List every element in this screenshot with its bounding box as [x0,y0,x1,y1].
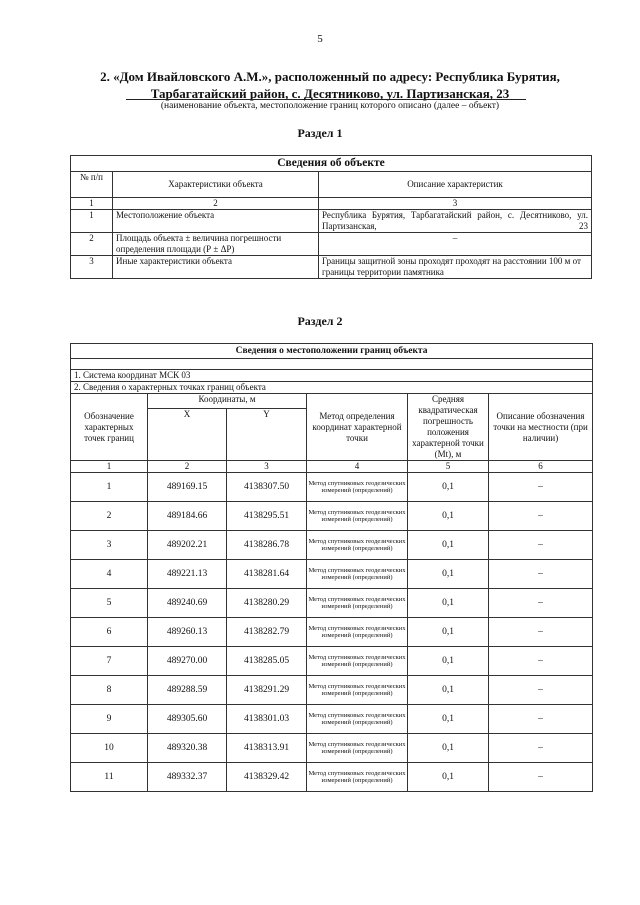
coord-y: 4138301.03 [227,705,307,734]
point-description: – [489,502,593,531]
accuracy: 0,1 [408,473,489,502]
table-row [71,676,593,705]
table-row [71,618,593,647]
accuracy: 0,1 [408,560,489,589]
coord-x: 489305.60 [148,705,227,734]
point-number: 10 [71,734,148,763]
row-description: Границы защитной зоны проходят проходят на расстоянии 100 м от границы территории памятника [319,256,592,279]
spacer-row [71,359,593,370]
accuracy: 0,1 [408,502,489,531]
section-2-heading: Раздел 2 [297,314,343,328]
point-description: – [489,647,593,676]
table-row [71,560,593,589]
point-number: 11 [71,763,148,792]
table-row [71,734,593,763]
col-header-y: Y [227,409,307,461]
points-title: 2. Сведения о характерных точках границ объекта [71,382,593,394]
index-cell: 1 [71,198,113,210]
col-header-no: № п/п [71,172,113,198]
coord-y: 4138286.78 [227,531,307,560]
method: Метод спутниковых геодезических измерений (определений) [307,531,408,560]
table-row [71,647,593,676]
method: Метод спутниковых геодезических измерений (определений) [307,473,408,502]
table-row [71,210,592,233]
method: Метод спутниковых геодезических измерений (определений) [307,676,408,705]
point-description: – [489,676,593,705]
col-header-x: X [148,409,227,461]
coord-x: 489332.37 [148,763,227,792]
index-cell: 3 [227,461,307,473]
accuracy: 0,1 [408,734,489,763]
index-cell: 6 [489,461,593,473]
table-row [71,589,593,618]
title-line-1: 2. «Дом Ивайловского А.М.», расположенный по адресу: Республика Бурятия, [100,69,560,84]
col-header-point-description: Описание обозначения точки на местности (при наличии) [489,394,593,461]
title-caption: (наименование объекта, местоположение границ которого описано (далее – объект) [160,101,500,111]
method: Метод спутниковых геодезических измерений (определений) [307,647,408,676]
table-row [71,256,592,279]
index-cell: 4 [307,461,408,473]
point-description: – [489,531,593,560]
col-header-characteristic: Характеристики объекта [113,172,319,198]
accuracy: 0,1 [408,763,489,792]
coord-x: 489202.21 [148,531,227,560]
coord-x: 489240.69 [148,589,227,618]
index-cell: 2 [148,461,227,473]
method: Метод спутниковых геодезических измерений (определений) [307,560,408,589]
point-description: – [489,560,593,589]
table-row [71,705,593,734]
method: Метод спутниковых геодезических измерений (определений) [307,763,408,792]
point-description: – [489,763,593,792]
index-cell: 3 [319,198,592,210]
coordinate-system: 1. Система координат МСК 03 [71,370,593,382]
title-line-2: Тарбагатайский район, с. Десятниково, ул. Партизанская, 23 [150,86,510,101]
accuracy: 0,1 [408,618,489,647]
point-description: – [489,734,593,763]
col-header-coordinates: Координаты, м [148,394,307,409]
point-number: 7 [71,647,148,676]
point-number: 4 [71,560,148,589]
table-row [71,233,592,256]
method: Метод спутниковых геодезических измерений (определений) [307,734,408,763]
accuracy: 0,1 [408,705,489,734]
table-row [71,473,593,502]
row-description: Республика Бурятия, Тарбагатайский район, с. Десятниково, ул. Партизанская, 23 [319,210,592,233]
coord-y: 4138281.64 [227,560,307,589]
row-characteristic: Местоположение объекта [113,210,319,233]
method: Метод спутниковых геодезических измерений (определений) [307,618,408,647]
coord-y: 4138329.42 [227,763,307,792]
section-1-heading: Раздел 1 [297,126,343,140]
point-number: 1 [71,473,148,502]
point-number: 3 [71,531,148,560]
point-description: – [489,589,593,618]
coord-x: 489288.59 [148,676,227,705]
coord-x: 489260.13 [148,618,227,647]
point-number: 5 [71,589,148,618]
accuracy: 0,1 [408,676,489,705]
boundary-table-title: Сведения о местоположении границ объекта [71,344,593,359]
col-header-accuracy: Средняя квадратическая погрешность положения характерной точки (Мt), м [408,394,489,461]
coord-y: 4138285.05 [227,647,307,676]
point-number: 8 [71,676,148,705]
accuracy: 0,1 [408,531,489,560]
points-body [71,473,593,792]
title-underline [126,99,526,100]
document-title [60,68,600,102]
row-number: 1 [71,210,113,233]
index-cell: 2 [113,198,319,210]
index-cell: 5 [408,461,489,473]
coord-x: 489221.13 [148,560,227,589]
coord-x: 489169.15 [148,473,227,502]
row-characteristic: Иные характеристики объекта [113,256,319,279]
accuracy: 0,1 [408,589,489,618]
object-info-table [70,155,592,279]
table-row [71,763,593,792]
point-number: 6 [71,618,148,647]
accuracy: 0,1 [408,647,489,676]
coord-x: 489184.66 [148,502,227,531]
table-row [71,502,593,531]
coord-y: 4138313.91 [227,734,307,763]
coord-y: 4138291.29 [227,676,307,705]
col-header-description: Описание характеристик [319,172,592,198]
coord-y: 4138295.51 [227,502,307,531]
method: Метод спутниковых геодезических измерений (определений) [307,589,408,618]
coord-y: 4138307.50 [227,473,307,502]
point-number: 2 [71,502,148,531]
boundary-points-table [70,343,593,792]
row-number: 2 [71,233,113,256]
row-description: – [319,233,592,256]
coord-y: 4138282.79 [227,618,307,647]
coord-x: 489320.38 [148,734,227,763]
point-description: – [489,618,593,647]
coord-x: 489270.00 [148,647,227,676]
point-description: – [489,473,593,502]
col-header-point: Обозначение характерных точек границ [71,394,148,461]
page-number: 5 [317,33,323,45]
method: Метод спутниковых геодезических измерений (определений) [307,705,408,734]
point-number: 9 [71,705,148,734]
object-table-title: Сведения об объекте [71,156,592,172]
method: Метод спутниковых геодезических измерений (определений) [307,502,408,531]
row-characteristic: Площадь объекта ± величина погрешности определения площади (Р ± ΔР) [113,233,319,256]
coord-y: 4138280.29 [227,589,307,618]
table-row [71,531,593,560]
point-description: – [489,705,593,734]
col-header-method: Метод определения координат характерной точки [307,394,408,461]
row-number: 3 [71,256,113,279]
index-cell: 1 [71,461,148,473]
